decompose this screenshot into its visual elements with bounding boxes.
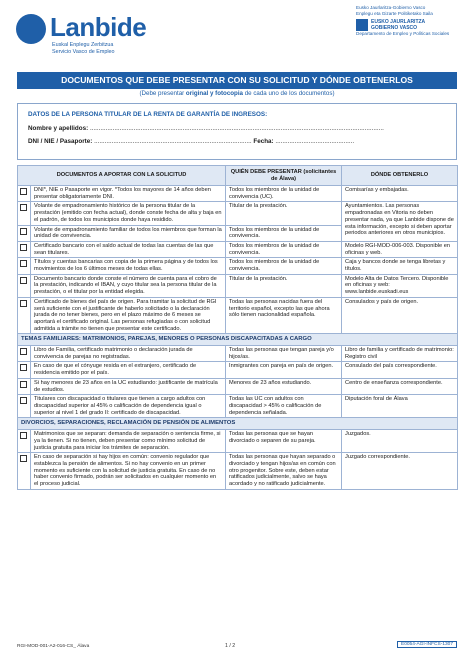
table-row (18, 346, 458, 362)
who-cell: Titular de la prestación. (226, 202, 342, 225)
checkbox[interactable] (20, 381, 27, 388)
table-row (18, 453, 458, 490)
section-row-family (18, 334, 458, 346)
checkbox[interactable] (20, 260, 27, 267)
where-cell: Juzgado correspondiente. (342, 453, 458, 490)
page-header (0, 0, 474, 70)
doc-cell: DNI*, NIE o Pasaporte en vigor. *Todos los mayores de 14 años deben presentar obligatoriamente DNI. (31, 186, 226, 202)
gov-emblem-icon (356, 19, 368, 31)
who-cell: Todas las personas que tengan pareja y/o hijos/as. (226, 346, 342, 362)
dni-field[interactable] (28, 138, 446, 145)
table-row (18, 430, 458, 453)
lanbide-subtitle (52, 42, 115, 55)
where-cell: Consulado del país correspondiente. (342, 362, 458, 378)
logo-sub-eu: Euskal Enplegu Zerbitzua (52, 42, 114, 48)
section-title: DIVORCIOS, SEPARACIONES, RECLAMACIÓN DE PENSIÓN DE ALIMENTOS (18, 418, 458, 430)
col-header-who: QUIÉN DEBE PRESENTAR (solicitantes de Álava) (226, 166, 342, 186)
dni-fill-line[interactable]: .......................................................................................... (94, 138, 252, 145)
doc-cell: Certificado de bienes del país de origen. Para tramitar la solicitud de RGI será suficiente con el justificante de haberlo solicitado o la declaración jurada de no tener bienes, pero en el plazo máximo de 6 meses se aportará el certificado original. Las personas refugiadas o con solicitud admitida a trámite no tienen que presentar este certificado. (31, 297, 226, 334)
doc-cell: Matrimonios que se separan: demanda de separación o sentencia firme, si ya la tienen. Si no tienen, deben presentar como mínimo solicitud de justicia gratuita para iniciar los trámites de separación. (31, 430, 226, 453)
col-header-docs: DOCUMENTOS A APORTAR CON LA SOLICITUD (18, 166, 226, 186)
footer-doc-code: E0054-AGI-INFCS-1307 (397, 641, 457, 648)
who-cell: Menores de 23 años estudiando. (226, 378, 342, 394)
doc-cell: Libro de Familia, certificado matrimonio o declaración jurada de convivencia de parejas no registradas. (31, 346, 226, 362)
who-cell: Todos los miembros de la unidad de convivencia. (226, 258, 342, 274)
who-cell: Todas las UC con adultos con discapacidad > 45% o calificación de dependencia señalada. (226, 395, 342, 418)
table-row (18, 378, 458, 394)
col-header-where: DÓNDE OBTENERLO (342, 166, 458, 186)
doc-cell: Volante de empadronamiento familiar de todos los miembros que forman la unidad de convivencia. (31, 225, 226, 241)
doc-cell: En caso de que el cónyuge resida en el extranjero, certificado de residencia emitido por el país. (31, 362, 226, 378)
name-label: Nombre y apellidos: (28, 125, 89, 132)
who-cell: Todos los miembros de la unidad de convivencia. (226, 241, 342, 257)
gov-name-es: GOBIERNO VASCO (371, 25, 418, 31)
subtitle-post: de cada uno de los documentos) (243, 90, 335, 97)
checkbox[interactable] (20, 204, 27, 211)
table-row (18, 274, 458, 297)
fecha-fill-line[interactable]: ............................................. (275, 138, 355, 145)
who-cell: Todas las personas que se hayan divorciado o separen de su pareja. (226, 430, 342, 453)
logo-sub-es: Servicio Vasco de Empleo (52, 48, 115, 55)
fecha-label: Fecha: (253, 138, 274, 145)
where-cell: Libro de familia y certificado de matrimonio: Registro civil (342, 346, 458, 362)
where-cell: Consulados y país de origen. (342, 297, 458, 334)
doc-cell: Si hay menores de 23 años en la UC estudiando: justificante de matrícula de estudios. (31, 378, 226, 394)
page-subtitle (17, 90, 457, 97)
footer-page-number: 1 / 2 (225, 643, 236, 649)
doc-cell: En caso de separación si hay hijos en común: convenio regulador que establezca la pensión de alimentos. Si no hay convenio en un primer momento es suficiente con la solicitud de justicia gratuita. En caso de no haber convenio firmado, podrán ser solicitados en cualquier momento en el proceso judicial. (31, 453, 226, 490)
dni-label: DNI / NIE / Pasaporte: (28, 138, 93, 145)
gov-dept-eu: Enplegu eta Gizarte Politiketako Saila (356, 10, 433, 16)
section-row-divorce (18, 418, 458, 430)
table-row (18, 258, 458, 274)
gov-line: Eusko Jaurlaritza-Gobierno Vasco (356, 5, 426, 10)
checkbox[interactable] (20, 397, 27, 404)
table-row (18, 297, 458, 334)
doc-cell: Volante de empadronamiento histórico de la persona titular de la prestación (emitido con fecha actual), donde conste fecha de alta y baja en el padrón, de todos los municipios donde haya residido. (31, 202, 226, 225)
table-row (18, 186, 458, 202)
where-cell: Centro de enseñanza correspondiente. (342, 378, 458, 394)
who-cell: Todas las personas que hayan separado o divorciado y tengan hijos/as en común con otro progenitor. Sobre este, deben estar ratificados judicialmente, salvo se haya acordado y no ratificado judicialmente. (226, 453, 342, 490)
checkbox[interactable] (20, 455, 27, 462)
doc-cell: Titulares con discapacidad o titulares que tienen a cargo adultos con discapacidad superior al 45% o calificación de dependencia igual o superior al nivel 1 del grado II: certificado de discapacidad. (31, 395, 226, 418)
who-cell: Inmigrantes con pareja en país de origen. (226, 362, 342, 378)
checkbox[interactable] (20, 300, 27, 307)
table-row (18, 395, 458, 418)
where-cell: Comisarías y embajadas. (342, 186, 458, 202)
checkbox[interactable] (20, 364, 27, 371)
gov-logo-block (356, 19, 464, 31)
gov-name-eu: EUSKO JAURLARITZA (371, 19, 426, 25)
doc-cell: Certificado bancario con el saldo actual de todas las cuentas de las que sean titulares. (31, 241, 226, 257)
subtitle-pre: (Debe presentar (139, 90, 186, 97)
titular-data-title: DATOS DE LA PERSONA TITULAR DE LA RENTA DE GARANTÍA DE INGRESOS: (28, 111, 268, 118)
gov-dept-es: Departamento de Empleo y Políticas Sociales (356, 31, 450, 36)
page-title: DOCUMENTOS QUE DEBE PRESENTAR CON SU SOLICITUD Y DÓNDE OBTENERLOS (17, 72, 457, 89)
table-row (18, 241, 458, 257)
doc-cell: Títulos y cuentas bancarias con copia de la primera página y de todos los movimientos de los 6 últimos meses de todas ellas. (31, 258, 226, 274)
where-cell: Modelo RGI-MOD-006-003. Disponible en oficinas y web. (342, 241, 458, 257)
checkbox[interactable] (20, 188, 27, 195)
checkbox[interactable] (20, 348, 27, 355)
who-cell: Todos los miembros de la unidad de convivencia. (226, 225, 342, 241)
checkbox[interactable] (20, 244, 27, 251)
where-cell: Diputación foral de Álava (342, 395, 458, 418)
subtitle-bold: original y fotocopia (185, 90, 243, 97)
where-cell: Ayuntamientos. Las personas empadronadas en Vitoria no deben presentar nada, ya que Lanbide dispone de esta información, excepto si deben aportar periodos anteriores en otros municipios. (342, 202, 458, 242)
who-cell: Todas las personas nacidas fuera del territorio español, excepto las que ahora sólo tienen nacionalidad española. (226, 297, 342, 334)
lanbide-logo-text: Lanbide (50, 12, 147, 42)
table-row (18, 202, 458, 225)
who-cell: Titular de la prestación. (226, 274, 342, 297)
footer-form-code: RGI-MOD-001-A2-016-CS_ Álava (17, 644, 90, 649)
gobierno-vasco-logo (356, 5, 464, 37)
doc-cell: Documento bancario donde conste el número de cuenta para el cobro de la prestación, indicando el IBAN, y cuyo titular sea la persona titular de la prestación, o el titular por la entidad elegida. (31, 274, 226, 297)
titular-data-box (17, 103, 457, 160)
who-cell: Todos los miembros de la unidad de convivencia (UC). (226, 186, 342, 202)
section-title: TEMAS FAMILIARES: MATRIMONIOS, PAREJAS, MENORES O PERSONAS DISCAPACITADAS A CARGO (18, 334, 458, 346)
where-cell: Juzgados. (342, 430, 458, 453)
lanbide-logo-icon (16, 14, 46, 44)
name-field[interactable] (28, 125, 446, 132)
checkbox[interactable] (20, 432, 27, 439)
checkbox[interactable] (20, 228, 27, 235)
table-row (18, 362, 458, 378)
documents-table (17, 165, 458, 490)
where-cell: Caja y bancos donde se tenga libretas y títulos. (342, 258, 458, 274)
checkbox[interactable] (20, 277, 27, 284)
table-header-row (18, 166, 458, 186)
where-cell: Modelo Alta de Datos Tercero. Disponible en oficinas y web: www.lanbide.euskadi.eus (342, 274, 458, 297)
name-fill-line[interactable]: ........................................................................................................................................................................ (89, 125, 384, 132)
